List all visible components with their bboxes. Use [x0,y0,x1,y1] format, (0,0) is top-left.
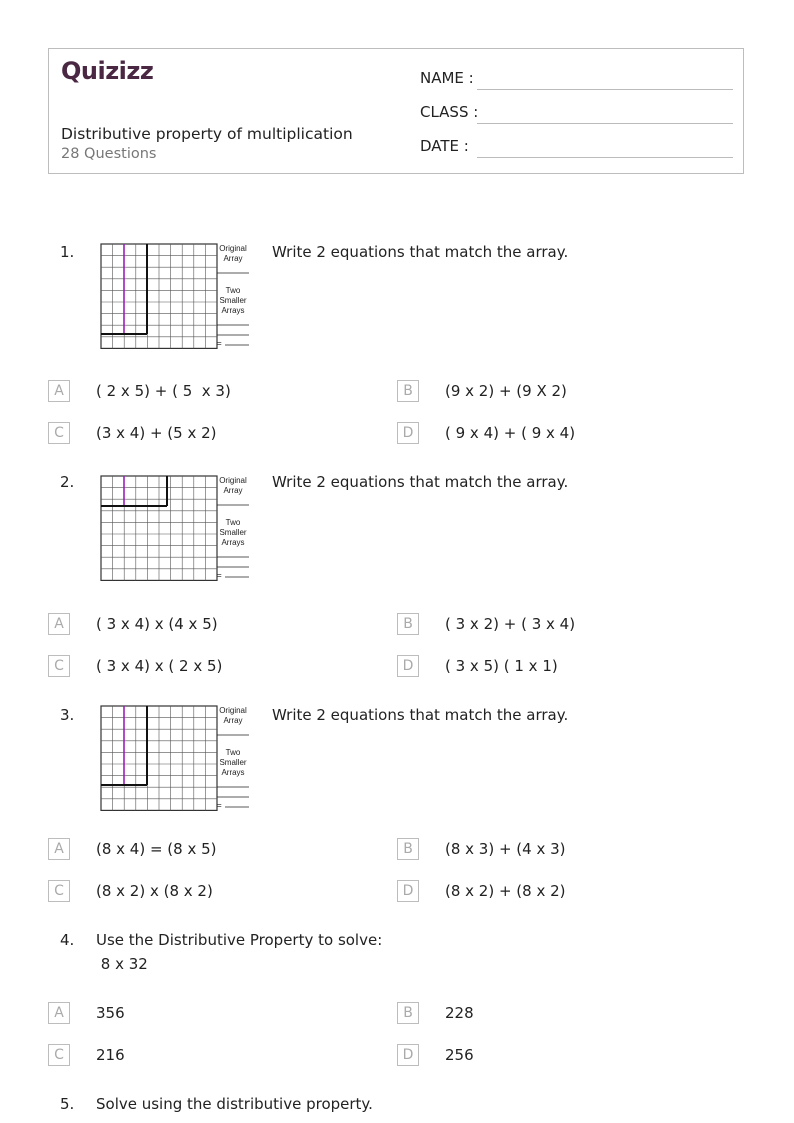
question-text: 8 x 32 [96,955,148,973]
option-text[interactable]: 356 [96,1004,125,1022]
name-label: NAME : [420,69,474,87]
option-letter[interactable]: A [48,613,70,635]
option-letter[interactable]: C [48,880,70,902]
option-text[interactable]: ( 9 x 4) + ( 9 x 4) [445,424,576,442]
array-label: Two [225,518,241,527]
option-letter[interactable]: A [48,838,70,860]
question-number: 4. [60,931,75,949]
question-number: 3. [60,706,75,724]
option-text[interactable]: ( 3 x 5) ( 1 x 1) [445,657,558,675]
option-letter[interactable]: A [48,1002,70,1024]
array-image [96,702,256,812]
array-label: Two [225,286,241,295]
question-text: Write 2 equations that match the array. [272,473,569,491]
option-letter[interactable]: D [397,655,419,677]
array-label: Original [219,706,247,715]
date-line[interactable] [477,157,733,158]
array-label: Array [223,486,243,495]
array-label: Arrays [221,538,245,547]
option-letter[interactable]: B [397,380,419,402]
array-label: Original [219,244,247,253]
worksheet-header [48,48,744,174]
question-count: 28 Questions [61,146,157,162]
option-text[interactable]: (9 x 2) + (9 X 2) [445,382,567,400]
array-equals-sign: = [217,801,222,810]
option-letter[interactable]: D [397,1044,419,1066]
question-text: Write 2 equations that match the array. [272,706,569,724]
array-image [96,472,256,582]
array-image [96,240,256,350]
option-text[interactable]: (8 x 3) + (4 x 3) [445,840,566,858]
option-text[interactable]: ( 3 x 2) + ( 3 x 4) [445,615,576,633]
option-text[interactable]: ( 2 x 5) + ( 5 x 3) [96,382,231,400]
option-letter[interactable]: B [397,613,419,635]
array-label: Arrays [221,768,245,777]
array-label: Arrays [221,306,245,315]
array-label: Smaller [219,528,247,537]
option-text[interactable]: 216 [96,1046,125,1064]
option-letter[interactable]: D [397,422,419,444]
option-letter[interactable]: C [48,655,70,677]
question-text: Solve using the distributive property. [96,1095,373,1113]
question-number: 1. [60,243,75,261]
option-text[interactable]: (8 x 2) x (8 x 2) [96,882,213,900]
array-equals-sign: = [217,339,222,348]
option-letter[interactable]: A [48,380,70,402]
option-letter[interactable]: C [48,422,70,444]
worksheet-title: Distributive property of multiplication [61,125,353,143]
option-letter[interactable]: C [48,1044,70,1066]
class-label: CLASS : [420,103,479,121]
option-text[interactable]: (8 x 2) + (8 x 2) [445,882,566,900]
option-text[interactable]: ( 3 x 4) x ( 2 x 5) [96,657,223,675]
question-number: 5. [60,1095,75,1113]
question-text: Use the Distributive Property to solve: [96,931,383,949]
array-label: Smaller [219,296,247,305]
array-label: Original [219,476,247,485]
array-label: Array [223,716,243,725]
option-letter[interactable]: D [397,880,419,902]
option-letter[interactable]: B [397,1002,419,1024]
question-number: 2. [60,473,75,491]
option-letter[interactable]: B [397,838,419,860]
option-text[interactable]: (3 x 4) + (5 x 2) [96,424,217,442]
name-line[interactable] [477,89,733,90]
option-text[interactable]: 228 [445,1004,474,1022]
array-equals-sign: = [217,571,222,580]
option-text[interactable]: 256 [445,1046,474,1064]
quizizz-logo: Quizizz [61,57,154,85]
array-label: Smaller [219,758,247,767]
date-label: DATE : [420,137,469,155]
question-text: Write 2 equations that match the array. [272,243,569,261]
option-text[interactable]: (8 x 4) = (8 x 5) [96,840,217,858]
array-label: Array [223,254,243,263]
class-line[interactable] [477,123,733,124]
array-label: Two [225,748,241,757]
option-text[interactable]: ( 3 x 4) x (4 x 5) [96,615,218,633]
